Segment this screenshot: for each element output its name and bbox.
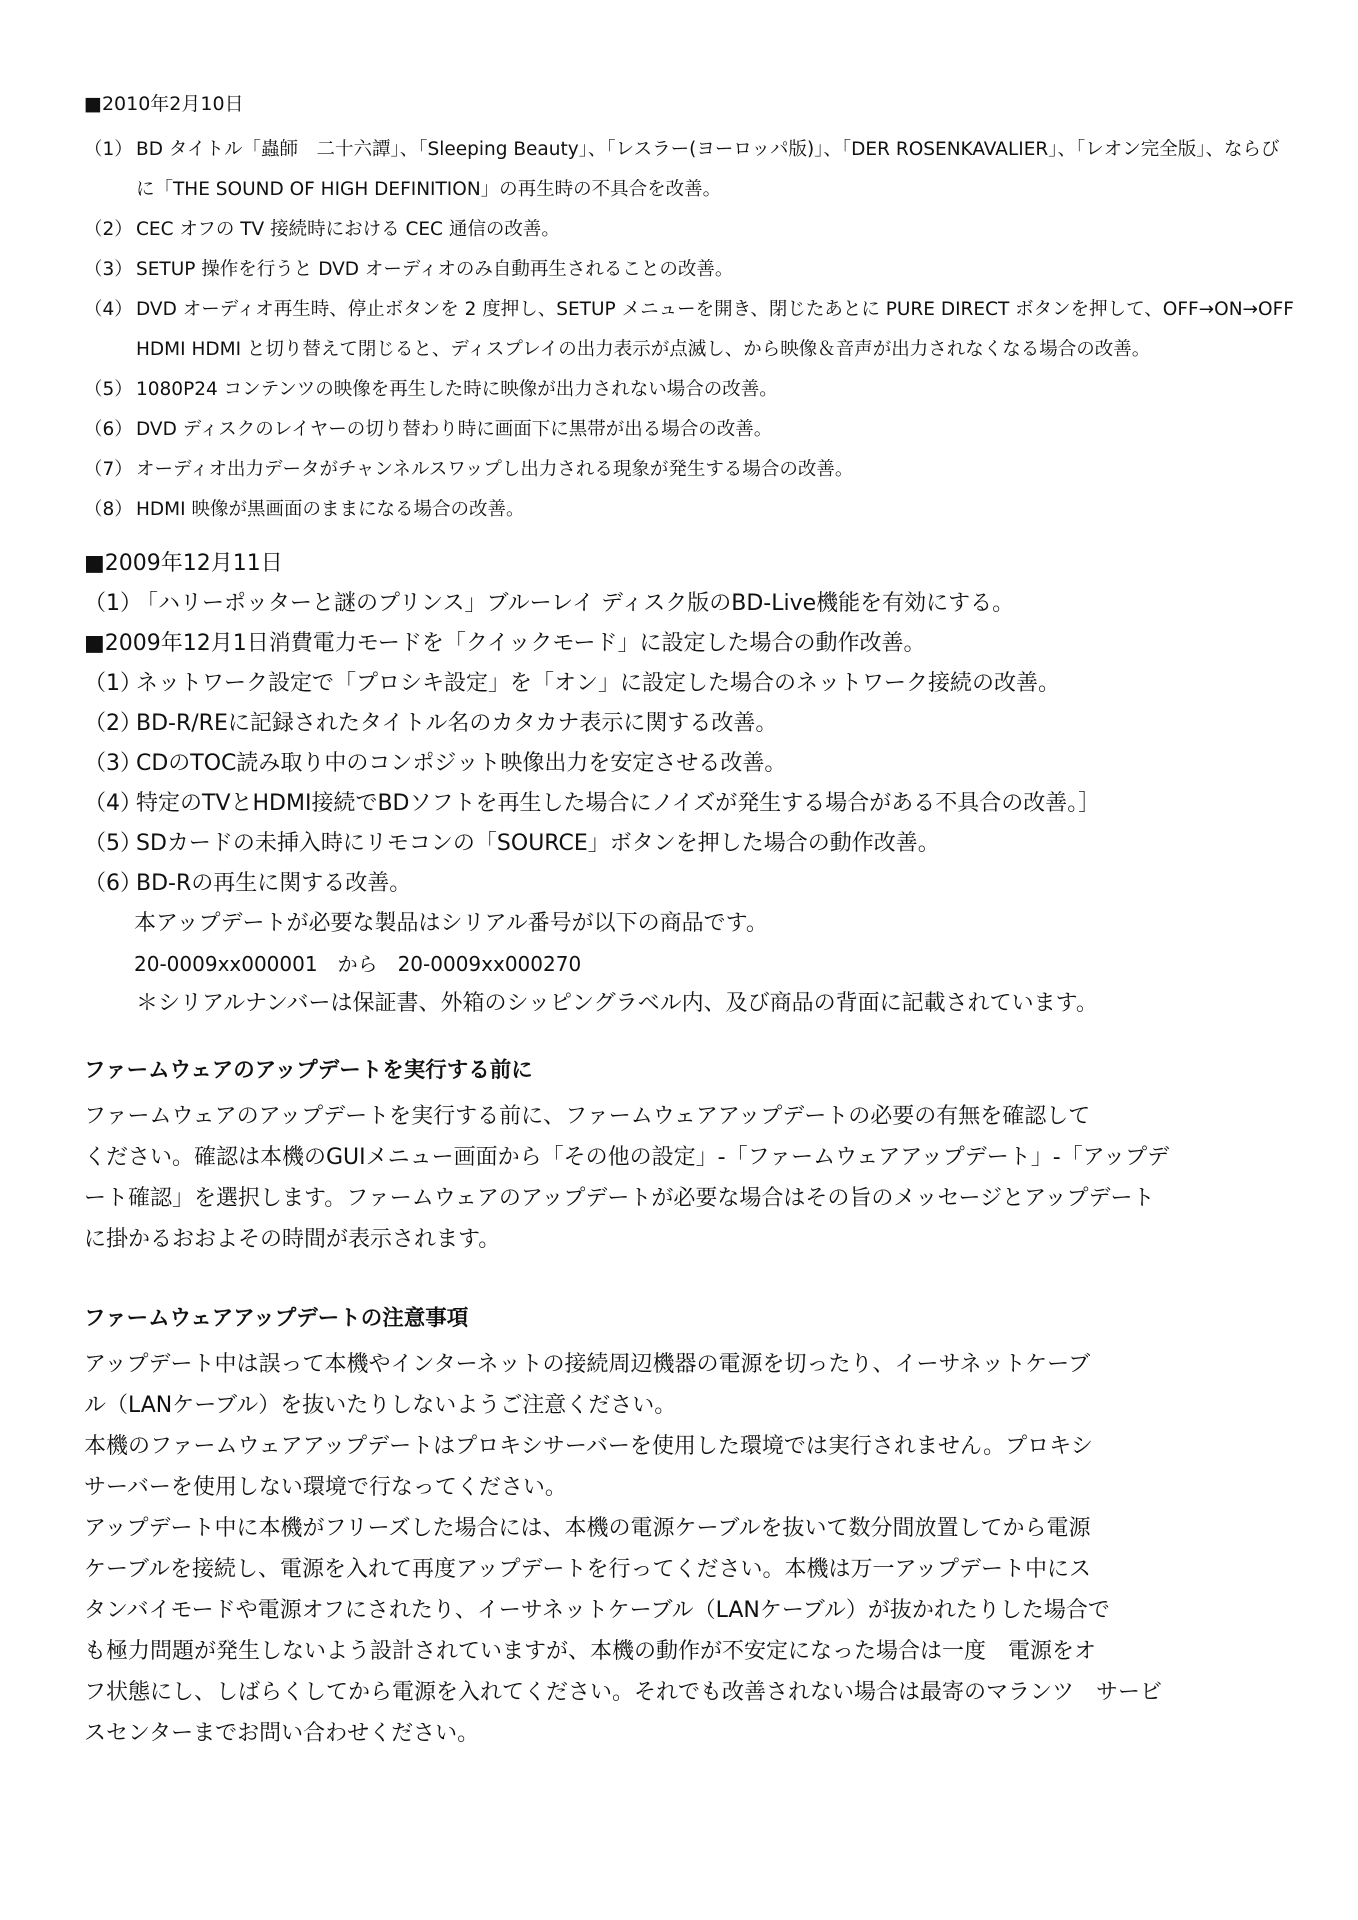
- paragraph-line: 本機のファームウェアアップデートはプロキシサーバーを使用した環境では実行されません。プロキシ: [84, 1434, 1093, 1459]
- update-section-2009-12: [84, 544, 1294, 1024]
- list-item: [84, 290, 1294, 370]
- item-number: （4）: [84, 299, 133, 320]
- list-item: [84, 130, 1294, 210]
- item-text: ネットワーク設定で「プロシキ設定」を「オン」に設定した場合のネットワーク接続の改善。: [136, 671, 1061, 696]
- list-item: [84, 784, 1294, 824]
- item-number: （1）: [84, 671, 142, 696]
- item-number: （1）: [84, 591, 142, 616]
- item-text: SETUP 操作を行うと DVD オーディオのみ自動再生されることの改善。: [136, 259, 734, 280]
- item-text: BD-Rの再生に関する改善。: [136, 871, 412, 896]
- list-item: [84, 744, 1294, 784]
- item-number: （5）: [84, 379, 133, 400]
- paragraph-line: ケーブルを接続し、電源を入れて再度アップデートを行ってください。本機は万一アップデート中にス: [84, 1557, 1091, 1582]
- item-text: 特定のTVとHDMI接続でBDソフトを再生した場合にノイズが発生する場合がある不具合の改善。］: [136, 791, 1101, 816]
- paragraph-line: アップデート中は誤って本機やインターネットの接続周辺機器の電源を切ったり、イーサネットケーブ: [84, 1352, 1091, 1377]
- update-section-2010-02-10: [84, 92, 1294, 530]
- item-number: （3）: [84, 259, 133, 280]
- paragraph-line: ート確認」を選択します。ファームウェアのアップデートが必要な場合はその旨のメッセージとアップデート: [84, 1186, 1155, 1211]
- section-date: ■2010年2月10日: [84, 93, 244, 115]
- item-text: BD-R/REに記録されたタイトル名のカタカナ表示に関する改善。: [136, 711, 778, 736]
- paragraph-line: に掛かるおおよその時間が表示されます。: [84, 1227, 501, 1252]
- item-text: CDのTOC読み取り中のコンポジット映像出力を安定させる改善。: [136, 751, 787, 776]
- list-item: [84, 864, 1294, 904]
- item-number: （2）: [84, 219, 133, 240]
- item-number: （3）: [84, 751, 142, 776]
- section-subheader: ■2009年12月1日消費電力モードを「クイックモード」に設定した場合の動作改善。: [84, 631, 926, 656]
- paragraph-line: も極力問題が発生しないよう設計されていますが、本機の動作が不安定になった場合は一度 電源をオ: [84, 1639, 1097, 1664]
- paragraph-line: ル（LANケーブル）を抜いたりしないようご注意ください。: [84, 1393, 677, 1418]
- item-number: （1）: [84, 139, 133, 160]
- paragraph-line: サーバーを使用しない環境で行なってください。: [84, 1475, 567, 1500]
- serial-range: 20-0009xx000001 から 20-0009xx000270: [134, 952, 582, 976]
- list-item: [84, 250, 1294, 290]
- cautions-heading: ファームウェアアップデートの注意事項: [84, 1306, 469, 1331]
- item-number: （6）: [84, 871, 142, 896]
- item-text: オーディオ出力データがチャンネルスワップし出力される現象が発生する場合の改善。: [136, 459, 854, 480]
- list-item: [84, 410, 1294, 450]
- before-update-body: [84, 1096, 1294, 1260]
- list-item: [84, 584, 1294, 624]
- list-item: [84, 704, 1294, 744]
- item-number: （2）: [84, 711, 142, 736]
- fix-list: [84, 130, 1294, 530]
- before-update-heading: ファームウェアのアップデートを実行する前に: [84, 1058, 533, 1083]
- item-text: 1080P24 コンテンツの映像を再生した時に映像が出力されない場合の改善。: [136, 379, 778, 400]
- paragraph-line: スセンターまでお問い合わせください。: [84, 1721, 480, 1746]
- serial-intro: 本アップデートが必要な製品はシリアル番号が以下の商品です。: [134, 911, 768, 936]
- list-item: [84, 370, 1294, 410]
- list-item: [84, 664, 1294, 704]
- paragraph-line: アップデート中に本機がフリーズした場合には、本機の電源ケーブルを抜いて数分間放置してから電源: [84, 1516, 1091, 1541]
- item-text: BD タイトル「蟲師 二十六譚」、「Sleeping Beauty」、「レスラー(ヨーロッパ版)」、「DER ROSENKAVALIER」、「レオン完全版」、ならびに「THE SOUND OF HIGH DEFINITION」の再生時の不具合を改善。: [136, 139, 1280, 200]
- item-text: HDMI 映像が黒画面のままになる場合の改善。: [136, 499, 525, 520]
- section-date: ■2009年12月11日: [84, 551, 283, 576]
- item-text: DVD ディスクのレイヤーの切り替わり時に画面下に黒帯が出る場合の改善。: [136, 419, 773, 440]
- list-item: [84, 210, 1294, 250]
- item-number: （5）: [84, 831, 142, 856]
- item-number: （7）: [84, 459, 133, 480]
- paragraph-line: ファームウェアのアップデートを実行する前に、ファームウェアアップデートの必要の有無を確認して: [84, 1104, 1091, 1129]
- item-text: DVD オーディオ再生時、停止ボタンを 2 度押し、SETUP メニューを開き、閉じたあとに PURE DIRECT ボタンを押して、OFF→ON→OFF HDMI HDMI と切り替えて閉じると、ディスプレイの出力表示が点滅し、から映像＆音声が出力されなくなる場合の改善。: [136, 299, 1294, 360]
- document-body: [84, 92, 1294, 1754]
- paragraph-line: フ状態にし、しばらくしてから電源を入れてください。それでも改善されない場合は最寄のマランツ サービ: [84, 1680, 1163, 1705]
- list-item: [84, 450, 1294, 490]
- item-number: （8）: [84, 499, 133, 520]
- list-item: [84, 490, 1294, 530]
- serial-note: ＊シリアルナンバーは保証書、外箱のシッピングラベル内、及び商品の背面に記載されています。: [136, 991, 1098, 1016]
- cautions-body: [84, 1344, 1294, 1754]
- item-text: SDカードの未挿入時にリモコンの「SOURCE」ボタンを押した場合の動作改善。: [136, 831, 940, 856]
- item-number: （6）: [84, 419, 133, 440]
- item-number: （4）: [84, 791, 142, 816]
- paragraph-line: ください。確認は本機のGUIメニュー画面から「その他の設定」-「ファームウェアアップデート」-「アップデ: [84, 1145, 1170, 1170]
- list-item: [84, 824, 1294, 864]
- paragraph-line: タンバイモードや電源オフにされたり、イーサネットケーブル（LANケーブル）が抜かれたりした場合で: [84, 1598, 1110, 1623]
- item-text: CEC オフの TV 接続時における CEC 通信の改善。: [136, 219, 560, 240]
- item-text: 「ハリーポッターと謎のプリンス」ブルーレイ ディスク版のBD-Live機能を有効にする。: [136, 591, 1015, 616]
